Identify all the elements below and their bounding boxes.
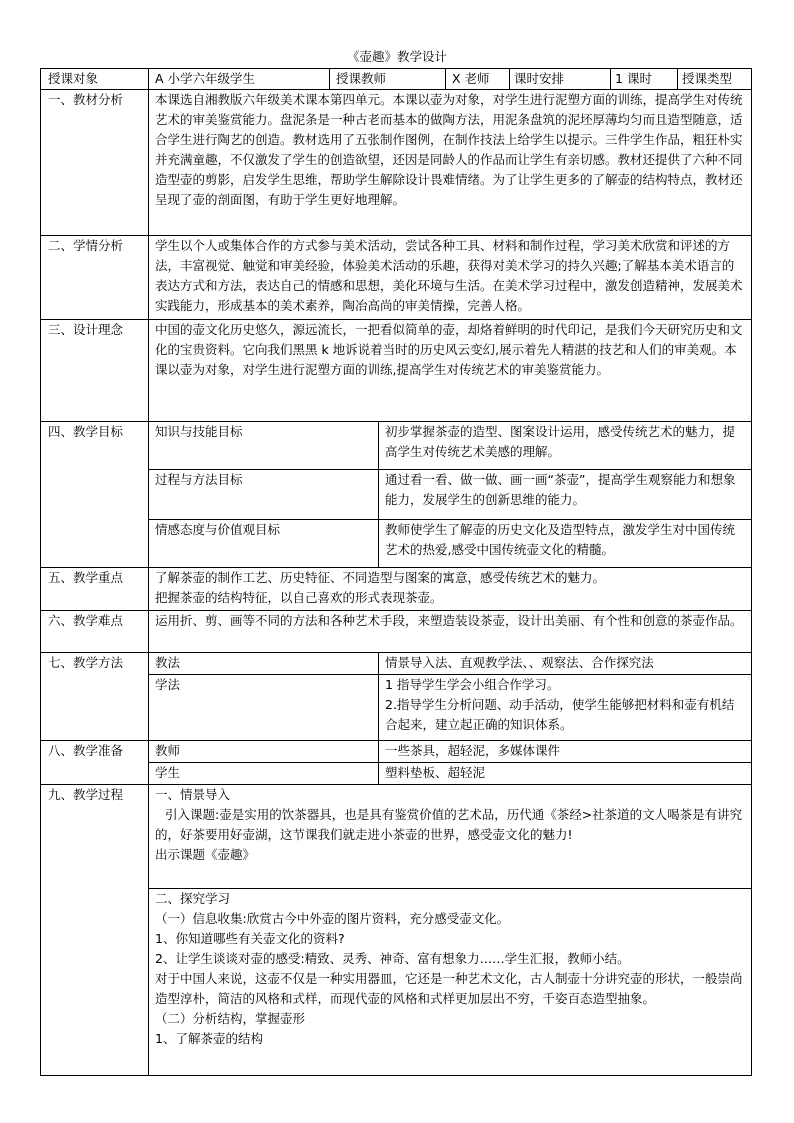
section-heading: 四、教学目标 [41,422,149,568]
section-text [149,568,752,611]
process-line: 2、让学生谈谈对壶的感受:精致、灵秀、神奇、富有想象力……学生汇报，教师小结。 [155,951,630,966]
audience-label: 授课对象 [41,69,149,90]
method-text [379,675,752,741]
info-row [41,69,752,90]
method-line: 2.指导学生分析问题、动手活动，使学生能够把材料和壶有机结合起来，建立起正确的知识体系。 [385,697,735,732]
method-text: 情景导入法、直观教学法、、观察法、合作探究法 [379,653,752,675]
section-difficulties [41,611,752,653]
section-text: 学生以个人或集体合作的方式参与美术活动，尝试各种工具、材料和制作过程，学习美术欣赏和评述的方法，丰富视觉、触觉和审美经验，体验美术活动的乐趣，获得对美术学习的持久兴趣;了解基本美术语言的表达方式和方法，表达自己的情感和思想，美化环境与生活。在美术学习过程中，激发创造精神，发展美术实践能力，形成基本的美术素养，陶冶高尚的审美情操，完善人格。 [149,236,752,320]
process-line: 1、你知道哪些有关壶文化的资料? [155,931,345,946]
section-learner-analysis [41,236,752,320]
process-line: （二）分析结构，掌握壶形 [155,1011,306,1026]
objective-row [41,422,752,470]
section-heading: 九、教学过程 [41,785,149,1076]
objective-label: 知识与技能目标 [149,422,379,470]
process-line: 1、了解茶壶的结构 [155,1031,263,1046]
prep-text: 塑料垫板、超轻泥 [379,763,752,785]
prep-label: 学生 [149,763,379,785]
lesson-plan-table [40,68,752,1076]
objective-label: 情感态度与价值观目标 [149,520,379,568]
method-row [41,653,752,675]
process-line: 对于中国人来说，这壶不仅是一种实用器皿，它还是一种艺术文化，古人制壶十分讲究壶的形状，一般崇尚造型淳朴，简洁的风格和式样，而现代壶的风格和式样更加层出不穷，千姿百态造型抽象。 [155,971,743,1006]
section-materials [41,90,752,236]
section-heading: 二、学情分析 [41,236,149,320]
prep-text: 一些茶具，超轻泥，多媒体课件 [379,741,752,763]
period-value: 1 课时 [611,69,678,90]
objective-text: 通过看一看、做一做、画一画“茶壶”，提高学生观察能力和想象能力，发展学生的创新思维的能力。 [379,470,752,520]
section-text: 运用折、剪、画等不同的方法和各种艺术手段，来塑造装设茶壶，设计出美丽、有个性和创意的茶壶作品。 [149,611,752,653]
audience-value: A 小学六年级学生 [149,69,330,90]
objective-text: 初步掌握茶壶的造型、图案设计运用，感受传统艺术的魅力，提高学生对传统艺术美感的理解。 [379,422,752,470]
prep-label: 教师 [149,741,379,763]
section-heading: 八、教学准备 [41,741,149,785]
section-design-concept [41,320,752,422]
type-label: 授课类型 [678,69,752,90]
teacher-value: X 老师 [446,69,510,90]
section-heading: 六、教学难点 [41,611,149,653]
key-point-line: 了解茶壶的制作工艺、历史特征、不同造型与图案的寓意，感受传统艺术的魅力。 [155,570,606,585]
section-text: 中国的壶文化历史悠久，源远流长，一把看似简单的壶，却烙着鲜明的时代印记，是我们今天研究历史和文化的宝贵资料。它向我们黑黑 k 地诉说着当时的历史风云变幻,展示着先人精湛的技艺和人们的审美观。本课以壶为对象，对学生进行泥塑方面的训练,提高学生对传统艺术的审美鉴赏能力。 [149,320,752,422]
section-heading: 三、设计理念 [41,320,149,422]
process-line: 引入课题:壶是实用的饮茶器具，也是具有鉴赏价值的艺术品，历代通《茶经>社茶道的文人喝茶是有讲究的，好茶要用好壶湖，这节课我们就走进小茶壶的世界，感受壶文化的魅力! [155,807,743,842]
period-label: 课时安排 [510,69,611,90]
objective-text: 教师使学生了解壶的历史文化及造型特点，激发学生对中国传统艺术的热爱,感受中国传统壶文化的精髓。 [379,520,752,568]
key-point-line: 把握茶壶的结构特征，以自己喜欢的形式表现茶壶。 [155,590,443,605]
section-heading: 七、教学方法 [41,653,149,741]
objective-label: 过程与方法目标 [149,470,379,520]
method-label: 学法 [149,675,379,741]
page-title: 《壶趣》教学设计 [346,49,447,64]
method-line: 1 指导学生学会小组合作学习。 [385,677,560,692]
section-key-points [41,568,752,611]
process-block [41,785,752,889]
process-text [149,785,752,889]
prep-row [41,741,752,763]
method-label: 教法 [149,653,379,675]
section-heading: 五、教学重点 [41,568,149,611]
section-heading: 一、教材分析 [41,90,149,236]
section-text: 本课选自湘教版六年级美术课本第四单元。本课以壶为对象，对学生进行泥塑方面的训练，提高学生对传统艺术的审美鉴赏能力。盘泥条是一种古老而基本的做陶方法，用泥条盘筑的泥坯厚薄均匀而且造型随意，适合学生进行陶艺的创造。教材选用了五张制作图例，在制作技法上给学生以提示。三件学生作品，粗狂朴实并充满童趣，不仅激发了学生的创造欲望，还因是同龄人的作品而让学生有亲切感。教材还提供了六种不同造型壶的剪影，启发学生思维，帮助学生解除设计畏难情绪。为了让学生更多的了解壶的结构特点，教材还呈现了壶的剖面图，有助于学生更好地理解。 [149,90,752,236]
process-line: （一）信息收集:欣赏古今中外壶的图片资料，充分感受壶文化。 [155,911,510,926]
teacher-label: 授课教师 [330,69,446,90]
process-line: 一、情景导入 [155,787,231,802]
process-line: 出示课题《壶趣》 [155,847,256,862]
process-line: 二、探究学习 [155,891,231,906]
process-text [149,889,752,1076]
